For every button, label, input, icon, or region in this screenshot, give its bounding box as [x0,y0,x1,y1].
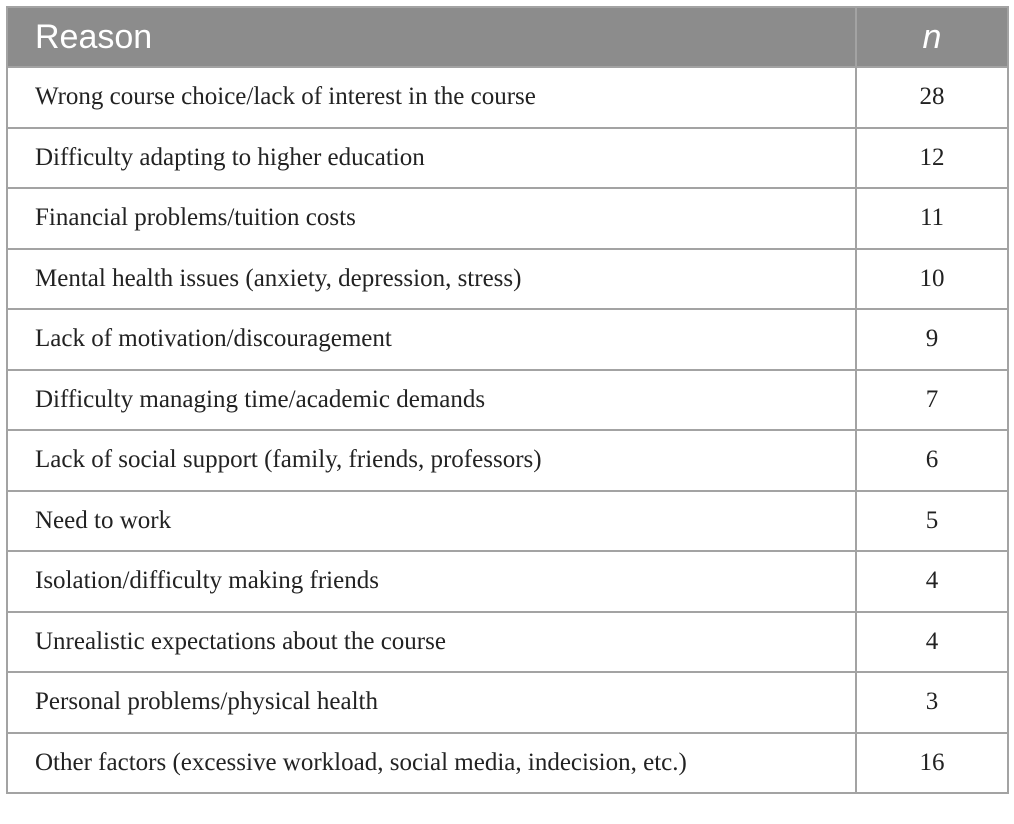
table-row [7,67,1008,128]
count-cell: 5 [856,491,1008,552]
count-cell: 16 [856,733,1008,794]
reason-cell: Need to work [7,491,856,552]
count-cell: 9 [856,309,1008,370]
reason-cell: Lack of social support (family, friends, professors) [7,430,856,491]
count-cell: 11 [856,188,1008,249]
table-row [7,733,1008,794]
reasons-table-container [6,6,1007,794]
count-cell: 6 [856,430,1008,491]
count-cell: 7 [856,370,1008,431]
table-row [7,672,1008,733]
reason-cell: Personal problems/physical health [7,672,856,733]
table-header [7,7,1008,67]
table-row [7,249,1008,310]
reason-cell: Unrealistic expectations about the course [7,612,856,673]
reason-cell: Wrong course choice/lack of interest in the course [7,67,856,128]
header-reason: Reason [7,7,856,67]
reason-cell: Mental health issues (anxiety, depression, stress) [7,249,856,310]
table-row [7,491,1008,552]
table-body [7,67,1008,793]
reason-cell: Financial problems/tuition costs [7,188,856,249]
reason-cell: Difficulty adapting to higher education [7,128,856,189]
count-cell: 12 [856,128,1008,189]
count-cell: 10 [856,249,1008,310]
table-row [7,612,1008,673]
table-row [7,309,1008,370]
count-cell: 4 [856,612,1008,673]
table-row [7,370,1008,431]
count-cell: 3 [856,672,1008,733]
table-row [7,551,1008,612]
count-cell: 28 [856,67,1008,128]
reason-cell: Other factors (excessive workload, social media, indecision, etc.) [7,733,856,794]
table-row [7,188,1008,249]
reason-cell: Lack of motivation/discouragement [7,309,856,370]
header-n: n [856,7,1008,67]
header-row [7,7,1008,67]
table-row [7,430,1008,491]
reason-cell: Isolation/difficulty making friends [7,551,856,612]
reasons-table [6,6,1009,794]
table-row [7,128,1008,189]
count-cell: 4 [856,551,1008,612]
reason-cell: Difficulty managing time/academic demands [7,370,856,431]
